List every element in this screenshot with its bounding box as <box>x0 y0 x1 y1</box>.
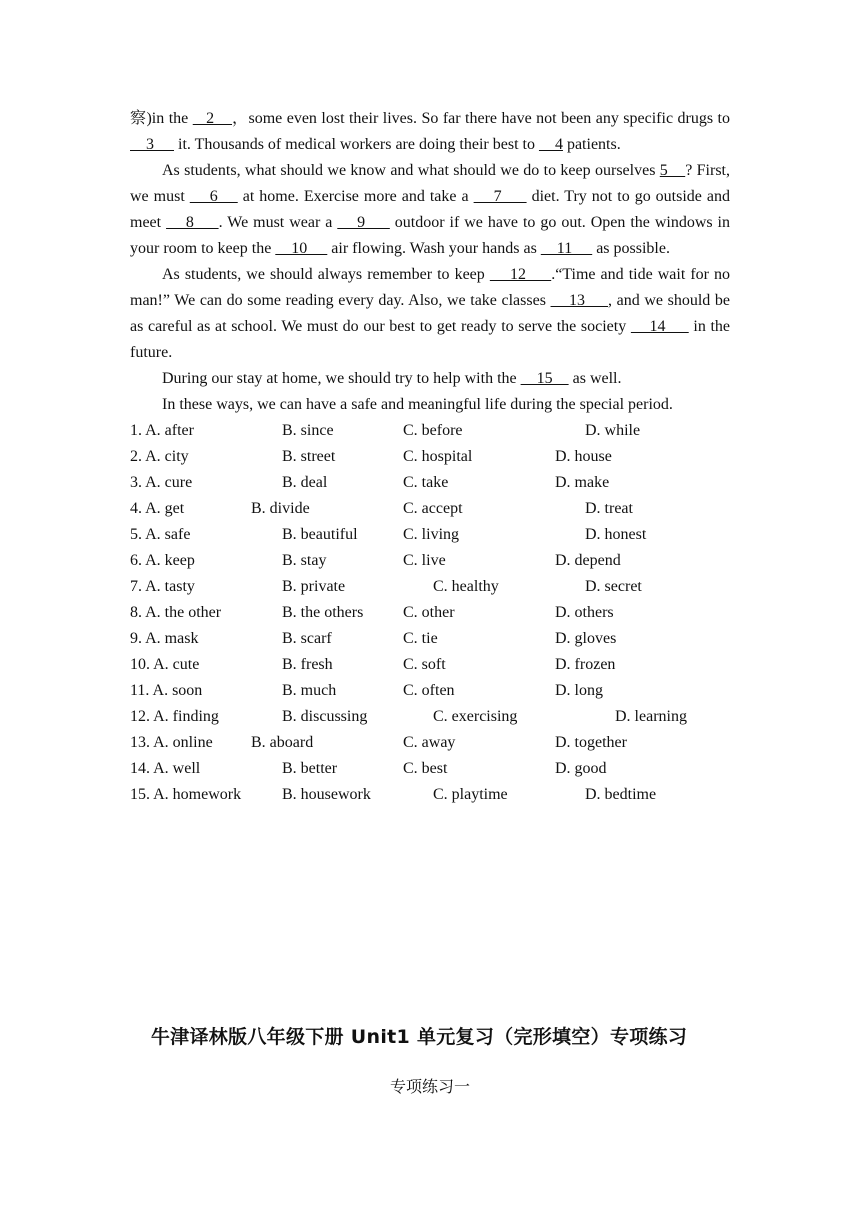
text: diet. Try not to go outside and meet <box>130 188 731 231</box>
option-a: 14. A. well <box>130 760 201 777</box>
option-b: B. aboard <box>251 734 314 751</box>
option-a: 13. A. online <box>130 734 213 751</box>
option-b: B. street <box>282 448 336 465</box>
option-d: D. treat <box>585 500 633 517</box>
blank-14: 14 <box>630 318 689 335</box>
option-c: C. often <box>403 682 455 699</box>
option-a: 6. A. keep <box>130 552 195 569</box>
text: 察)in the <box>130 110 193 127</box>
text: at home. Exercise more and take a <box>237 188 474 205</box>
option-row-10 <box>130 652 730 678</box>
option-a: 2. A. city <box>130 448 189 465</box>
text: In these ways, we can have a safe and meaningful life during the special period. <box>162 396 673 413</box>
option-a: 1. A. after <box>130 422 194 439</box>
option-row-15 <box>130 782 730 808</box>
option-c: C. tie <box>403 630 438 647</box>
blank-4: 4 <box>538 136 563 153</box>
exercise-subtitle: 专项练习一 <box>389 1077 470 1096</box>
passage-paragraph-4 <box>130 366 730 392</box>
blank-3: 3 <box>130 136 174 153</box>
option-b: B. since <box>282 422 334 439</box>
text: as possible. <box>592 240 670 257</box>
option-d: D. secret <box>585 578 642 595</box>
cloze-passage <box>130 106 730 808</box>
option-d: D. frozen <box>555 656 616 673</box>
blank-8: 8 <box>166 214 219 231</box>
option-b: B. much <box>282 682 337 699</box>
text: As students, we should always remember to keep <box>162 266 490 283</box>
option-c: C. best <box>403 760 448 777</box>
option-row-1 <box>130 418 730 444</box>
option-row-5 <box>130 522 730 548</box>
text: As students, what should we know and what should we do to keep ourselves <box>162 162 660 179</box>
option-c: C. hospital <box>403 448 473 465</box>
passage-paragraph-2 <box>130 158 730 262</box>
option-d: D. good <box>555 760 607 777</box>
option-b: B. private <box>282 578 346 595</box>
option-b: B. divide <box>251 500 310 517</box>
option-d: D. others <box>555 604 614 621</box>
option-c: C. living <box>403 526 460 543</box>
text: it. Thousands of medical workers are doing their best to <box>174 136 539 153</box>
option-row-13 <box>130 730 730 756</box>
option-a: 9. A. mask <box>130 630 199 647</box>
text: ? First, we must <box>130 162 731 205</box>
option-a: 15. A. homework <box>130 786 242 803</box>
option-b: B. stay <box>282 552 327 569</box>
option-b: B. housework <box>282 786 371 803</box>
option-c: C. soft <box>403 656 446 673</box>
blank-12: 12 <box>489 266 552 283</box>
text: ，some even lost their lives. So far there have not been any specific drugs to <box>232 110 730 127</box>
option-row-9 <box>130 626 730 652</box>
option-c: C. live <box>403 552 446 569</box>
text: air flowing. Wash your hands as <box>327 240 541 257</box>
option-b: B. better <box>282 760 338 777</box>
option-d: D. bedtime <box>585 786 657 803</box>
option-c: C. healthy <box>433 578 499 595</box>
option-a: 12. A. finding <box>130 708 219 725</box>
passage-paragraph-3 <box>130 262 730 366</box>
option-d: D. while <box>585 422 641 439</box>
option-row-3 <box>130 470 730 496</box>
option-b: B. fresh <box>282 656 333 673</box>
option-a: 3. A. cure <box>130 474 193 491</box>
option-a: 8. A. the other <box>130 604 222 621</box>
option-d: D. long <box>555 682 603 699</box>
exercise-title: 牛津译林版八年级下册 Unit1 单元复习（完形填空）专项练习 <box>150 1026 688 1048</box>
blank-15: 15 <box>520 370 569 387</box>
passage-paragraph-5 <box>130 392 730 418</box>
option-c: C. take <box>403 474 449 491</box>
blank-2: 2 <box>192 110 233 127</box>
blank-9: 9 <box>337 214 390 231</box>
option-d: D. make <box>555 474 610 491</box>
option-row-8 <box>130 600 730 626</box>
option-row-14 <box>130 756 730 782</box>
option-d: D. honest <box>585 526 647 543</box>
option-d: D. house <box>555 448 612 465</box>
option-row-6 <box>130 548 730 574</box>
option-b: B. deal <box>282 474 328 491</box>
option-a: 5. A. safe <box>130 526 191 543</box>
blank-7: 7 <box>473 188 527 205</box>
text: as well. <box>568 370 622 387</box>
option-b: B. scarf <box>282 630 332 647</box>
option-b: B. the others <box>282 604 364 621</box>
blank-5: 5 <box>659 162 686 179</box>
option-row-4 <box>130 496 730 522</box>
option-a: 11. A. soon <box>130 682 203 699</box>
option-a: 7. A. tasty <box>130 578 195 595</box>
option-row-11 <box>130 678 730 704</box>
passage-paragraph-1 <box>130 106 730 158</box>
text: outdoor if we have to go out. Open the windows in your room to keep the <box>130 214 731 257</box>
blank-6: 6 <box>189 188 238 205</box>
option-c: C. other <box>403 604 455 621</box>
option-c: C. exercising <box>433 708 518 725</box>
option-c: C. playtime <box>433 786 508 803</box>
blank-11: 11 <box>540 240 593 257</box>
option-d: D. depend <box>555 552 621 569</box>
option-c: C. before <box>403 422 463 439</box>
option-c: C. accept <box>403 500 463 517</box>
option-a: 10. A. cute <box>130 656 200 673</box>
option-b: B. discussing <box>282 708 368 725</box>
option-d: D. together <box>555 734 627 751</box>
option-d: D. gloves <box>555 630 617 647</box>
blank-13: 13 <box>550 292 609 309</box>
text: . We must wear a <box>218 214 338 231</box>
option-d: D. learning <box>615 708 687 725</box>
option-row-2 <box>130 444 730 470</box>
option-b: B. beautiful <box>282 526 358 543</box>
option-row-12 <box>130 704 730 730</box>
blank-10: 10 <box>275 240 328 257</box>
option-c: C. away <box>403 734 456 751</box>
option-row-7 <box>130 574 730 600</box>
text: patients. <box>562 136 621 153</box>
option-a: 4. A. get <box>130 500 185 517</box>
text: , and we should be as careful as at school. We must do our best to get ready to serve the society <box>130 292 730 335</box>
text: .“Time and tide wait for no man!” We can do some reading every day. Also, we take classes <box>130 266 731 309</box>
text: in the future. <box>130 318 731 361</box>
options-list <box>130 418 730 808</box>
text: During our stay at home, we should try to help with the <box>162 370 521 387</box>
